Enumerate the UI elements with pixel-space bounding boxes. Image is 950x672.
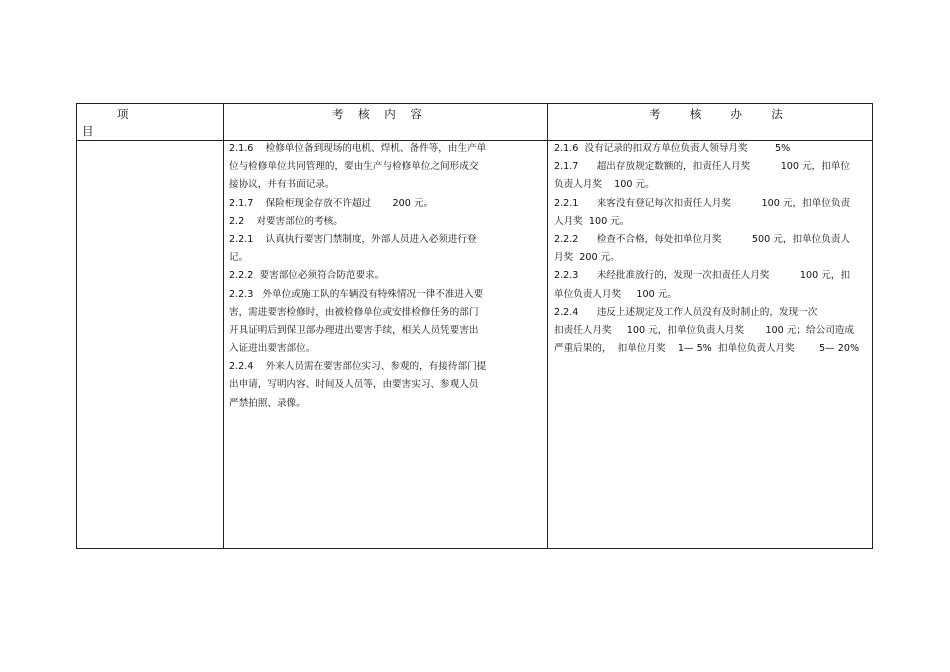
method-line: 2.1.6 没有记录的扣双方单位负责人领导月奖 5% bbox=[554, 143, 791, 154]
content-line: 2.1.7 保险柜现金存放不许超过 200 元。 bbox=[229, 197, 434, 209]
method-line: 月奖 200 元。 bbox=[554, 252, 620, 264]
content-line: 2.2.3 外单位或施工队的车辆没有特殊情况一律不准进入要 bbox=[229, 288, 484, 300]
content-line: 2.2.4 外来人员需在要害部位实习、参观的，有接待部门提 bbox=[229, 361, 487, 373]
content-line: 入证进出要害部位。 bbox=[229, 343, 316, 355]
content-line: 接协议，并有书面记录。 bbox=[229, 179, 335, 191]
method-line: 扣责任人月奖 100 元，扣单位负责人月奖 100 元；给公司造成 bbox=[554, 324, 854, 336]
method-line: 严重后果的， 扣单位月奖 1— 5% 扣单位负责人月奖 5— 20% bbox=[554, 343, 860, 355]
method-line: 2.1.7 超出存放规定数额的，扣责任人月奖 100 元，扣单位 bbox=[554, 161, 851, 173]
content-line: 位与检修单位共同管理的，要由生产与检修单位之间形成交 bbox=[229, 161, 479, 173]
method-line: 负责人月奖 100 元。 bbox=[554, 179, 655, 191]
header-item-line1: 项 bbox=[117, 107, 129, 121]
method-line: 单位负责人月奖 100 元。 bbox=[554, 288, 677, 300]
method-column bbox=[554, 140, 870, 358]
content-line: 严禁拍照、录像。 bbox=[229, 397, 306, 409]
content-line: 出申请，写明内容、时间及人员等，由要害实习、参观人员 bbox=[229, 379, 479, 391]
header-content: 考 核 内 容 bbox=[332, 107, 422, 121]
column-divider-2 bbox=[547, 104, 548, 548]
content-line: 2.2.2 要害部位必须符合防范要求。 bbox=[229, 270, 385, 282]
header-method: 考 核 办 法 bbox=[649, 107, 783, 121]
column-divider-1 bbox=[223, 104, 224, 548]
assessment-table bbox=[76, 103, 873, 549]
header-item-line2: 目 bbox=[82, 124, 94, 138]
method-line: 2.2.4 违反上述规定及工作人员没有及时制止的，发现一次 bbox=[554, 306, 818, 318]
content-line: 2.2.1 认真执行要害门禁制度，外部人员进入必须进行登 bbox=[229, 233, 477, 245]
content-column bbox=[229, 140, 545, 413]
content-line: 记。 bbox=[229, 252, 249, 264]
method-line: 人月奖 100 元。 bbox=[554, 215, 630, 227]
content-line: 2.1.6 检修单位备到现场的电机、焊机、备件等，由生产单 bbox=[229, 143, 487, 154]
content-line: 害，需进要害检修时，由被检修单位或安排检修任务的部门 bbox=[229, 306, 479, 318]
method-line: 2.2.3 未经批准放行的，发现一次扣责任人月奖 100 元，扣 bbox=[554, 270, 851, 282]
method-line: 2.2.2 检查不合格，每处扣单位月奖 500 元，扣单位负责人 bbox=[554, 233, 851, 245]
content-line: 开具证明后到保卫部办理进出要害手续，相关人员凭要害出 bbox=[229, 324, 479, 336]
content-line: 2.2 对要害部位的考核。 bbox=[229, 215, 343, 227]
method-line: 2.2.1 来客没有登记每次扣责任人月奖 100 元，扣单位负责 bbox=[554, 197, 851, 209]
